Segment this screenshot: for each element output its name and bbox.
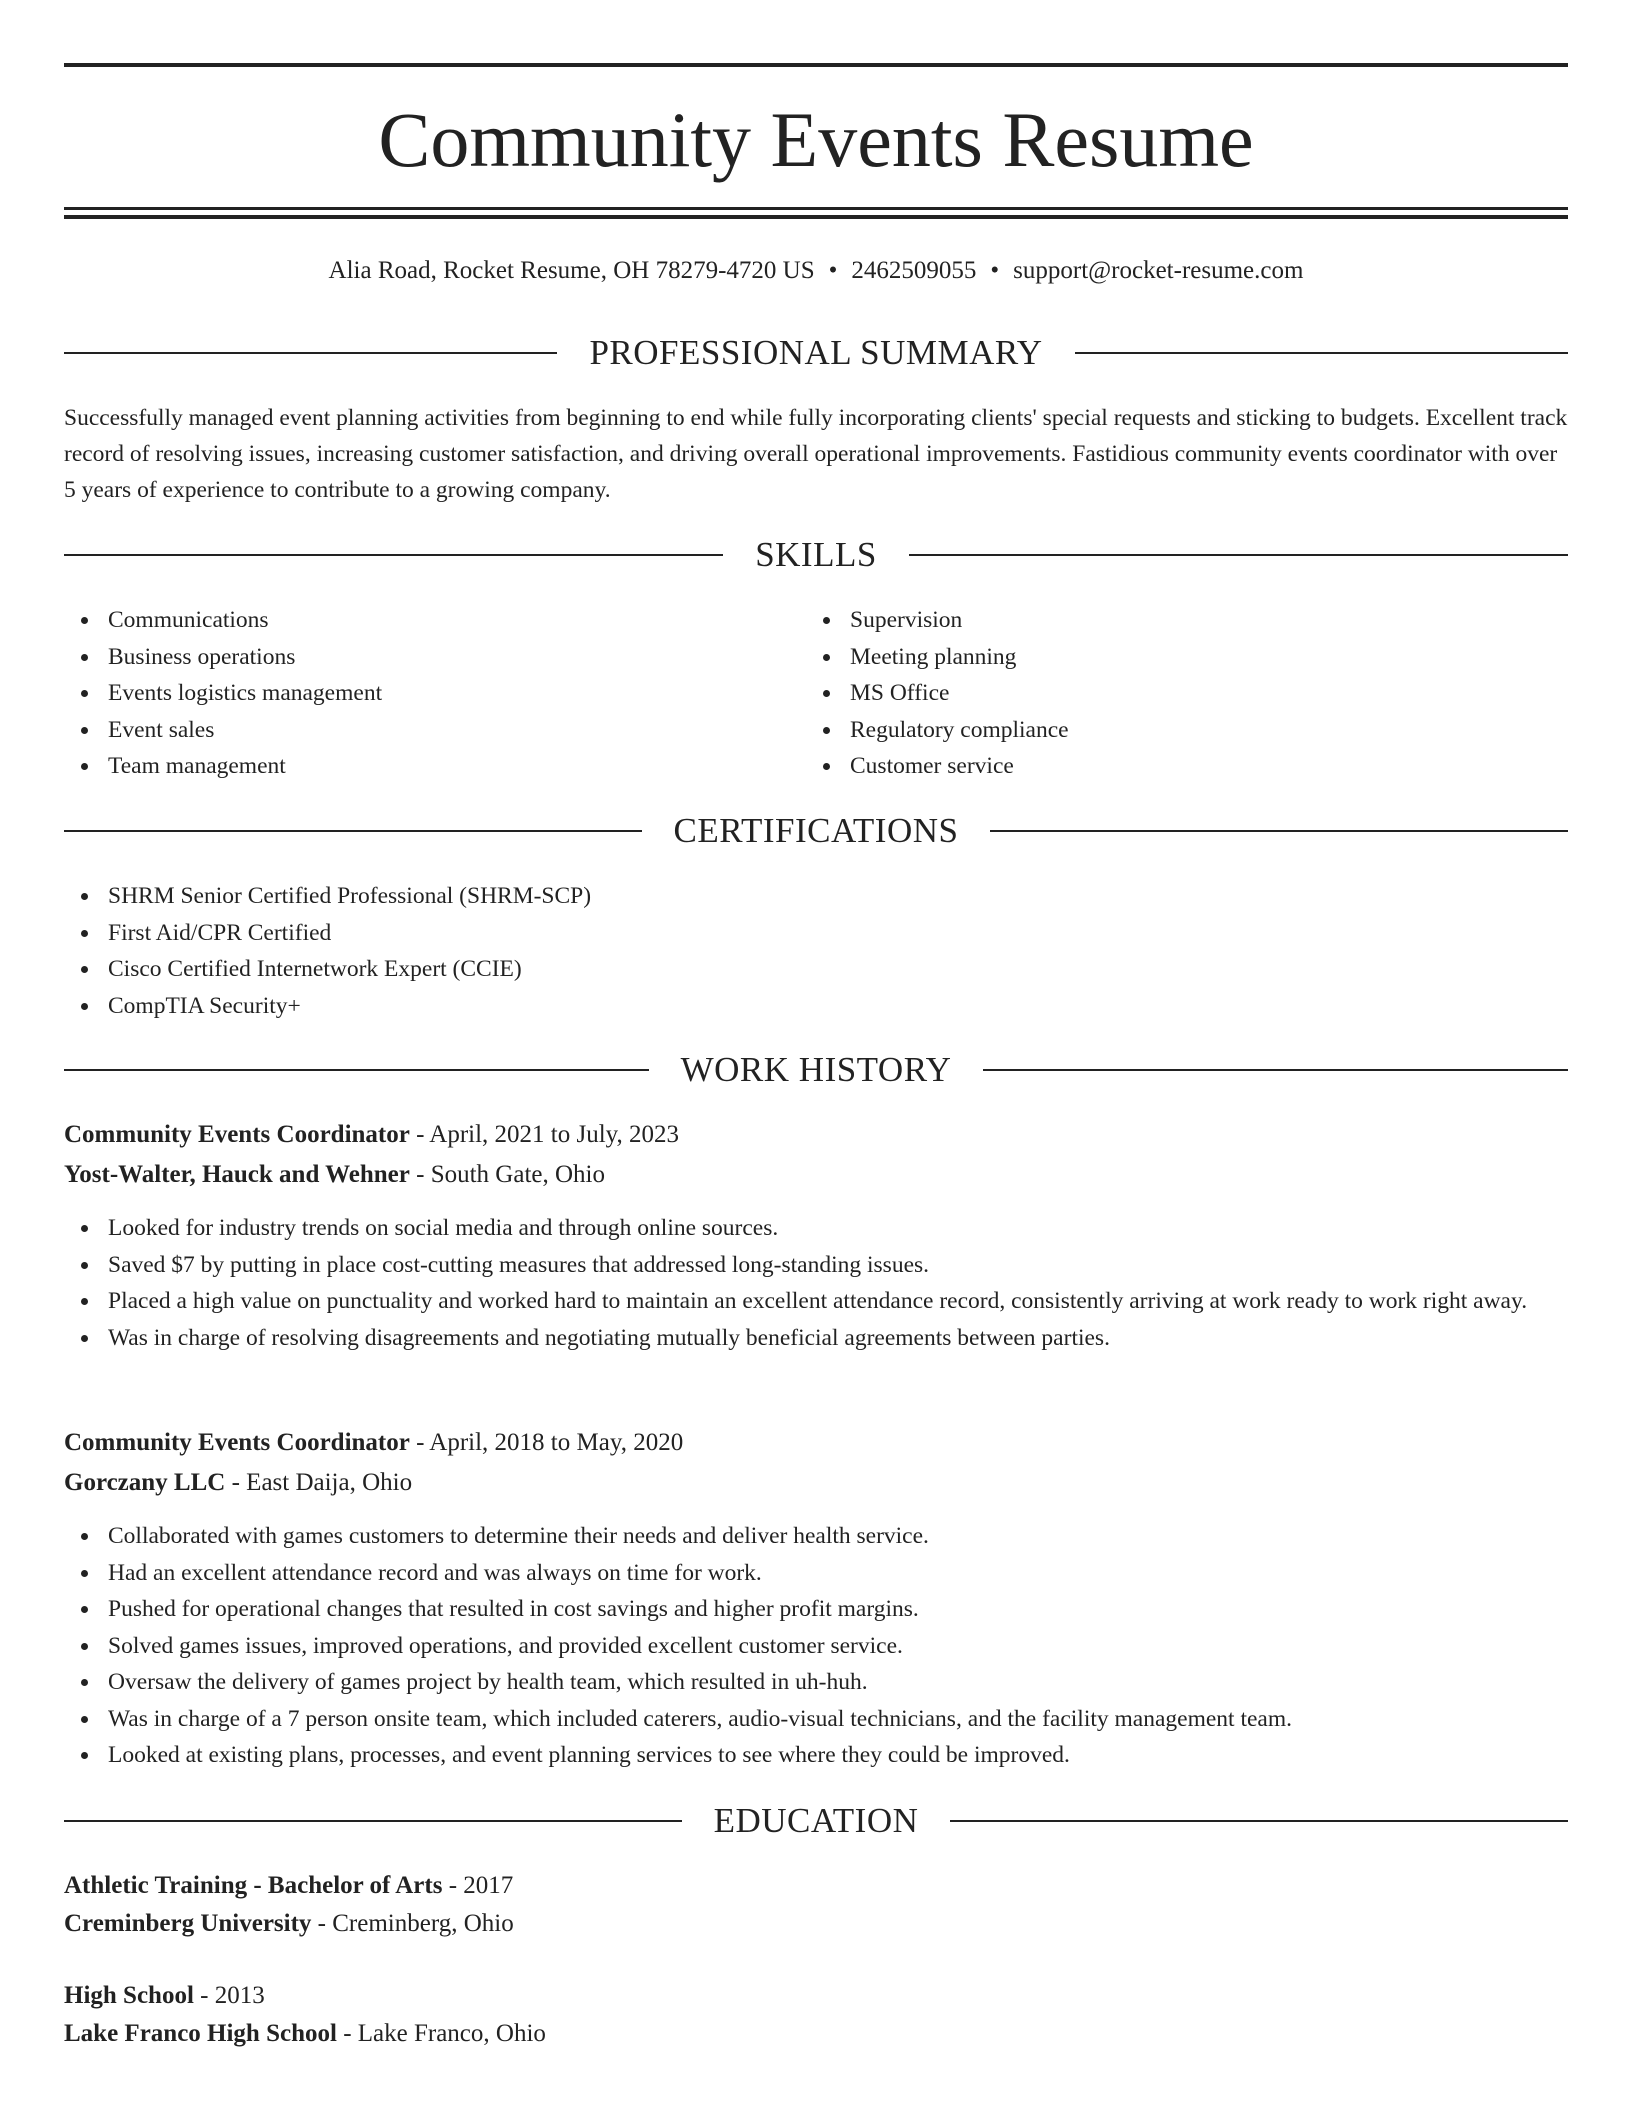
job-dates: - April, 2021 to July, 2023 bbox=[409, 1121, 680, 1148]
job-dates: - April, 2018 to May, 2020 bbox=[409, 1429, 684, 1456]
section-title: WORK HISTORY bbox=[680, 1050, 952, 1089]
education-location: - Creminberg, Ohio bbox=[311, 1910, 514, 1937]
skill-item: Event sales bbox=[64, 712, 804, 749]
heading-rule-right bbox=[1075, 352, 1568, 354]
skill-item: MS Office bbox=[806, 675, 1546, 712]
skills-list-left bbox=[64, 602, 804, 785]
skill-item: Regulatory compliance bbox=[806, 712, 1546, 749]
skill-item: Supervision bbox=[806, 602, 1546, 639]
certification-item: CompTIA Security+ bbox=[64, 988, 1568, 1025]
skills-list-right bbox=[806, 602, 1546, 785]
job-bullet: Was in charge of resolving disagreements and negotiating mutually beneficial agreements between parties. bbox=[64, 1320, 1568, 1357]
heading-rule-right bbox=[983, 1069, 1568, 1071]
contact-line bbox=[64, 254, 1568, 288]
summary-text: Successfully managed event planning activities from beginning to end while fully incorporating clients' special requests and sticking to budgets. Excellent track record of resolving issues, increasing customer satisfaction, and driving overall operational improvements. Fastidious community events coordinator with over 5 years of experience to contribute to a growing company. bbox=[64, 405, 1568, 503]
header-double-rule-upper bbox=[64, 207, 1568, 210]
job-bullets bbox=[64, 1518, 1568, 1774]
job-bullet: Placed a high value on punctuality and worked hard to maintain an excellent attendance record, consistently arriving at work ready to work right away. bbox=[64, 1283, 1568, 1320]
heading-rule-left bbox=[64, 352, 557, 354]
job-title-line bbox=[64, 1425, 1568, 1461]
resume-title: Community Events Resume bbox=[378, 96, 1254, 183]
job-bullet: Collaborated with games customers to determine their needs and deliver health service. bbox=[64, 1518, 1568, 1555]
section-heading-education bbox=[64, 1801, 1568, 1841]
education-year: - 2017 bbox=[442, 1872, 514, 1899]
job-bullet: Oversaw the delivery of games project by health team, which resulted in uh-huh. bbox=[64, 1664, 1568, 1701]
section-title: CERTIFICATIONS bbox=[673, 811, 959, 850]
skill-item: Communications bbox=[64, 602, 804, 639]
job-company: Gorczany LLC bbox=[64, 1469, 226, 1496]
job-bullet: Looked at existing plans, processes, and event planning services to see where they could be improved. bbox=[64, 1737, 1568, 1774]
header-double-rule-lower bbox=[64, 215, 1568, 219]
education-degree-line bbox=[64, 1978, 1568, 2014]
job-location: - East Daija, Ohio bbox=[225, 1469, 413, 1496]
heading-rule-right bbox=[950, 1820, 1568, 1822]
skill-item: Meeting planning bbox=[806, 639, 1546, 676]
heading-rule-left bbox=[64, 1820, 682, 1822]
skill-item: Customer service bbox=[806, 748, 1546, 785]
skill-item: Team management bbox=[64, 748, 804, 785]
skill-item: Business operations bbox=[64, 639, 804, 676]
job-company-line bbox=[64, 1157, 1568, 1193]
job-company-line bbox=[64, 1465, 1568, 1501]
contact-separator: • bbox=[990, 257, 1000, 284]
section-title: PROFESSIONAL SUMMARY bbox=[589, 333, 1043, 372]
contact-address: Alia Road, Rocket Resume, OH 78279-4720 US bbox=[328, 257, 815, 284]
section-heading-work-history bbox=[64, 1050, 1568, 1090]
contact-separator: • bbox=[828, 257, 838, 284]
section-heading-summary bbox=[64, 333, 1568, 373]
header-top-rule bbox=[64, 63, 1568, 67]
certification-item: First Aid/CPR Certified bbox=[64, 915, 1568, 952]
education-degree: Athletic Training - Bachelor of Arts bbox=[64, 1872, 443, 1899]
education-school-line bbox=[64, 1906, 1568, 1942]
skill-item: Events logistics management bbox=[64, 675, 804, 712]
job-bullet: Saved $7 by putting in place cost-cutting measures that addressed long-standing issues. bbox=[64, 1247, 1568, 1284]
heading-rule-left bbox=[64, 830, 642, 832]
heading-rule-left bbox=[64, 1069, 649, 1071]
heading-rule-right bbox=[990, 830, 1568, 832]
certifications-list bbox=[64, 878, 1568, 1024]
job-location: - South Gate, Ohio bbox=[409, 1161, 605, 1188]
heading-rule-right bbox=[909, 554, 1568, 556]
education-year: - 2013 bbox=[193, 1982, 265, 2009]
job-title-line bbox=[64, 1117, 1568, 1153]
education-degree: High School bbox=[64, 1982, 194, 2009]
section-title: EDUCATION bbox=[713, 1801, 919, 1840]
contact-phone: 2462509055 bbox=[851, 257, 977, 284]
section-heading-certifications bbox=[64, 811, 1568, 851]
job-title: Community Events Coordinator bbox=[64, 1121, 410, 1148]
job-company: Yost-Walter, Hauck and Wehner bbox=[64, 1161, 410, 1188]
section-heading-skills bbox=[64, 535, 1568, 575]
education-degree-line bbox=[64, 1868, 1568, 1904]
education-school: Lake Franco High School bbox=[64, 2020, 337, 2047]
heading-rule-left bbox=[64, 554, 723, 556]
certification-item: Cisco Certified Internetwork Expert (CCIE) bbox=[64, 951, 1568, 988]
education-location: - Lake Franco, Ohio bbox=[336, 2020, 546, 2047]
certification-item: SHRM Senior Certified Professional (SHRM-SCP) bbox=[64, 878, 1568, 915]
job-bullet: Solved games issues, improved operations, and provided excellent customer service. bbox=[64, 1628, 1568, 1665]
job-bullet: Had an excellent attendance record and was always on time for work. bbox=[64, 1555, 1568, 1592]
job-bullet: Looked for industry trends on social media and through online sources. bbox=[64, 1210, 1568, 1247]
education-school: Creminberg University bbox=[64, 1910, 312, 1937]
job-bullet: Was in charge of a 7 person onsite team, which included caterers, audio-visual technicians, and the facility management team. bbox=[64, 1701, 1568, 1738]
contact-email[interactable]: support@rocket-resume.com bbox=[1013, 257, 1304, 284]
job-bullet: Pushed for operational changes that resulted in cost savings and higher profit margins. bbox=[64, 1591, 1568, 1628]
job-title: Community Events Coordinator bbox=[64, 1429, 410, 1456]
section-title: SKILLS bbox=[755, 535, 877, 574]
job-bullets bbox=[64, 1210, 1568, 1356]
education-school-line bbox=[64, 2016, 1568, 2052]
